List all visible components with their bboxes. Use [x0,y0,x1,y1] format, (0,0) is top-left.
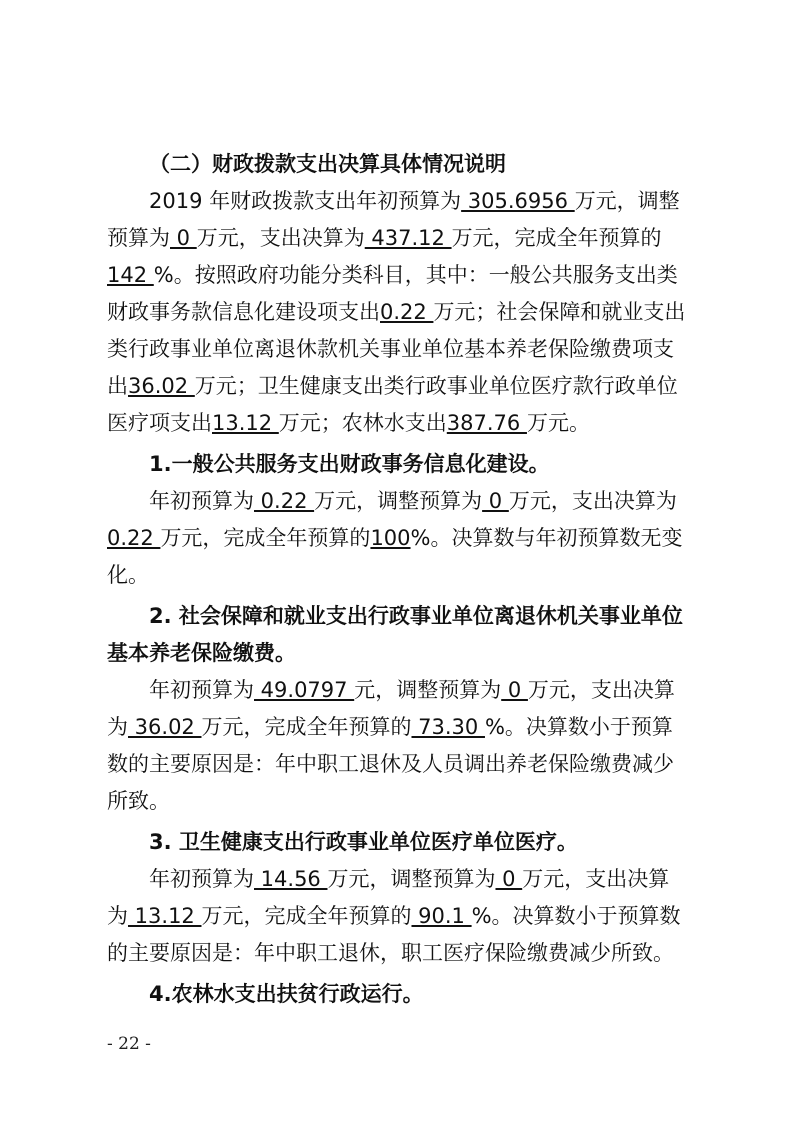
paragraph-social-security: 年初预算为 49.0797 元，调整预算为 0 万元，支出决算为 36.02 万元，完成全年预算的 73.30 %。决算数小于预算数的主要原因是：年中职工退休及人员调出养老保险缴费减少所致。 [107,678,675,813]
paragraph-financial-expenditure-summary: 2019 年财政拨款支出年初预算为 305.6956 万元，调整预算为 0 万元，支出决算为 437.12 万元，完成全年预算的142 %。按照政府功能分类科目，其中：一般公共服务支出类财政事务款信息化建设项支出0.22 万元；社会保障和就业支出类行政事业单位离退休款机关事业单位基本养老保险缴费项支出36.02 万元；卫生健康支出类行政事业单位医疗款行政单位医疗项支出13.12 万元；农林水支出387.76 万元。 [107,189,686,435]
document-body [107,146,687,1013]
agriculture-value: 387.76 [446,411,527,435]
page-number: - 22 - [107,1034,151,1054]
section-heading-agriculture: 4.农林水支出扶贫行政运行。 [149,982,424,1006]
pension-insurance-value: 36.02 [128,374,195,398]
final-expenditure-value: 36.02 [128,715,202,739]
completion-rate-value: 73.30 [411,715,485,739]
it-construction-value: 0.22 [380,300,434,324]
adjusted-budget-value: 0 [501,678,528,702]
medical-value: 13.12 [212,411,279,435]
final-expenditure-value: 0.22 [107,526,161,550]
paragraph-health: 年初预算为 14.56 万元，调整预算为 0 万元，支出决算为 13.12 万元，完成全年预算的 90.1 %。决算数小于预算数的主要原因是：年中职工退休，职工医疗保险缴费减少所致。 [107,867,681,965]
section-heading-health: 3. 卫生健康支出行政事业单位医疗单位医疗。 [149,830,578,854]
section-heading-financial-expenditure: （二）财政拨款支出决算具体情况说明 [149,152,506,176]
final-expenditure-value: 13.12 [128,904,202,928]
paragraph-general-public-service: 年初预算为 0.22 万元，调整预算为 0 万元，支出决算为 0.22 万元，完成全年预算的100%。决算数与年初预算数无变化。 [107,489,683,587]
initial-budget-value: 49.0797 [254,678,355,702]
adjusted-budget-value: 0 [495,867,523,891]
adjusted-budget-value: 0 [482,489,509,513]
initial-budget-value: 305.6956 [461,189,575,213]
completion-rate-value: 90.1 [411,904,472,928]
final-expenditure-value: 437.12 [364,226,452,250]
initial-budget-value: 0.22 [254,489,315,513]
section-heading-general-public-service: 1.一般公共服务支出财政事务信息化建设。 [149,452,550,476]
adjusted-budget-value: 0 [170,226,197,250]
initial-budget-value: 14.56 [254,867,328,891]
section-heading-social-security: 2. 社会保障和就业支出行政事业单位离退休机关事业单位基本养老保险缴费。 [107,604,683,665]
completion-rate-value: 142 [107,263,154,287]
completion-rate-value: 100 [370,526,411,550]
